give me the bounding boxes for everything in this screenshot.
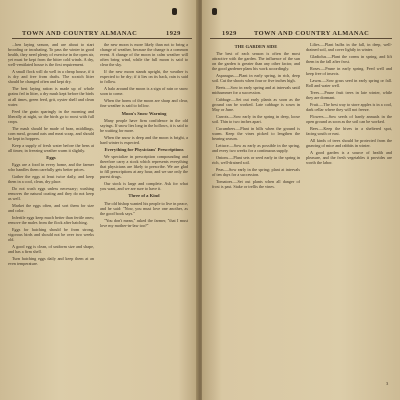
paragraph: Fruit.—The best way to store apples is in a cool, dark cellar where they will not freeze. [306, 101, 392, 113]
left-header-title: TOWN AND COUNTRY ALMANAC [22, 30, 138, 37]
paragraph: Roses.—Prune in early spring. Feed well and keep free of insects. [306, 65, 392, 77]
paragraph: Gladiolus.—Plant the corms in spring, and lift them in the fall after frost. [306, 53, 392, 65]
right-column-1 [212, 42, 300, 384]
paragraph: Eggs for hatching should be from strong, vigorous birds and should not be over two weeks old. [8, 226, 94, 243]
paragraph: Cucumbers.—Plant in hills when the ground is warm. Keep the vines picked to lengthen the bearing season. [212, 126, 300, 142]
paragraph: Peas.—Sow early in the spring; plant at intervals of ten days for a succession. [212, 167, 300, 178]
paragraph: the new moon is more likely than not to bring a change of weather, because the change is a common event. A change of the moon in calm weather will often bring wind, while the full moon is said to clear the sky. [100, 42, 188, 68]
page-number: 3 [386, 381, 389, 386]
paragraph: A small flock will do well in a cheap house, if it is dry and free from drafts. The scratch litter should be changed often and kept dry. [8, 69, 94, 85]
right-header-rule [210, 38, 392, 39]
paragraph: Flowers.—Sow seeds of hardy annuals in the open ground as soon as the soil can be worked. [306, 113, 392, 124]
paragraph: Lilies.—Plant bulbs in the fall, in deep, well-drained soil, and cover lightly in winter. [306, 42, 392, 53]
paragraph: Infertile eggs keep much better than fertile ones; remove the males from the flock after hatching. [8, 214, 94, 226]
right-column-2 [306, 42, 392, 384]
paragraph: Bees.—Keep the hives in a sheltered spot, facing south or east. [306, 125, 392, 136]
section-heading: THE GARDEN SIDE [234, 44, 278, 49]
paragraph: A good egg is clean, of uniform size and shape, and has a firm shell. [8, 244, 94, 255]
paragraph: Market the eggs often, and sort them for size and color. [8, 203, 94, 214]
paragraph: If the new moon stands upright, the weather is expected to be dry; if it lies on its back, rain is said to follow. [100, 69, 188, 85]
paragraph: Gather the eggs at least twice daily, and keep them in a cool, clean, dry place. [8, 173, 94, 185]
section-heading: Eggs [46, 154, 56, 160]
paragraph: Lawns.—Sow grass seed in early spring or fall. Roll and water well. [306, 77, 392, 89]
paragraph: The best laying ration is made up of whole grains fed in litter, a dry mash kept before the birds at all times, green feed, grit, oyster shell and clean water. [8, 86, 94, 107]
paragraph: Carrots.—Sow early in the spring in deep, loose soil. Thin to two inches apart. [212, 114, 300, 125]
left-header-rule [12, 38, 192, 39]
paragraph: Turn hatching eggs daily and keep them at an even temperature. [8, 256, 94, 267]
right-page [202, 0, 400, 400]
binding-hole [212, 8, 217, 15]
paragraph: Cabbage.—Set out early plants as soon as the ground can be worked. Late cabbage is sown in May or June. [212, 97, 300, 113]
paragraph: All kinds of trees should be protected from the gnawing of mice and rabbits in winter. [306, 137, 392, 148]
paragraph: Feed the grain sparingly in the morning and liberally at night, so the birds go to roost with full crops. [8, 108, 94, 124]
right-header-title: TOWN AND COUNTRY ALMANAC [254, 30, 370, 37]
paragraph: Our stock is large and complete. Ask for what you want, and we are sure to have it. [100, 181, 188, 192]
paragraph: Beets.—Sow in early spring and at intervals until midsummer for a succession. [212, 85, 300, 96]
paragraph: Eggs are a food in every home, and the farmer who handles them carefully gets better prices. [8, 161, 94, 173]
paragraph: When the snow is deep and the moon is bright, a hard winter is expected. [100, 134, 188, 145]
section-heading: Moon's Snow Warning [121, 110, 167, 116]
paragraph: A halo around the moon is a sign of rain or snow soon to come. [100, 86, 188, 97]
left-page [0, 0, 198, 400]
paragraph: Asparagus.—Plant in early spring, in rich, deep soil. Cut the shoots when four or five inches high. [212, 73, 300, 84]
left-column-1 [8, 42, 94, 384]
paragraph: When the horns of the moon are sharp and clear, fine weather is said to follow. [100, 98, 188, 109]
paragraph: Do not wash eggs unless necessary; washing removes the natural coating and they do not keep as well. [8, 185, 94, 202]
paragraph: Onions.—Plant sets or seed early in the spring in rich, well-drained soil. [212, 155, 300, 166]
section-heading: Everything for Physicians' Prescriptions [104, 146, 184, 152]
left-header-year: 1929 [166, 30, 181, 37]
paragraph: Lettuce.—Sow as early as possible in the spring, and every two weeks for a continuous supply. [212, 143, 300, 154]
paragraph: The old bishop wanted his people to live in peace, and he said: "Now, you must love one another, as the good book says." [100, 200, 188, 216]
section-heading: Three of a Kind [128, 193, 160, 199]
paragraph: The best of each season is often the most attractive with the garden. The influence of the sun on the garden is greater than any other factor, and the good gardener plans his work accordingly. [212, 51, 300, 72]
left-column-2 [100, 42, 188, 384]
paragraph: Keep a supply of fresh water before the hens at all times; in freezing weather warm it slightly. [8, 142, 94, 153]
paragraph: A good garden is a source of health and pleasure, and the fresh vegetables it provides are worth the labor. [306, 149, 392, 166]
paragraph: Trees.—Prune fruit trees in late winter, while they are dormant. [306, 89, 392, 101]
paragraph: Many people have firm confidence in the old sayings. If snow lies long in the hollows, it is said to be waiting for more. [100, 117, 188, 133]
paragraph: "You don't mean," asked the farmer, "that I must love my mother-in-law too?" [100, 217, 188, 228]
paragraph: ...hen laying season, and are about to start brooding or incubating. To pass the winter in good health, they need plenty of exercise in the open air, yet must be kept from the bitter cold winds. A dry, well-ventilated house is the first requirement. [8, 42, 94, 68]
paragraph: Tomatoes.—Set out plants when all danger of frost is past. Stake or trellis the vines. [212, 179, 300, 190]
paragraph: We specialize in prescription compounding and therefore carry a stock which represents everything that physicians are likely to prescribe. We are glad to fill prescriptions at any hour, and we use only the purest drugs. [100, 153, 188, 180]
right-header-year: 1929 [222, 30, 237, 37]
paragraph: The mash should be made of bran, middlings, corn meal, ground oats and meat scrap, and should be kept in hoppers. [8, 125, 94, 141]
binding-hole [172, 8, 177, 15]
